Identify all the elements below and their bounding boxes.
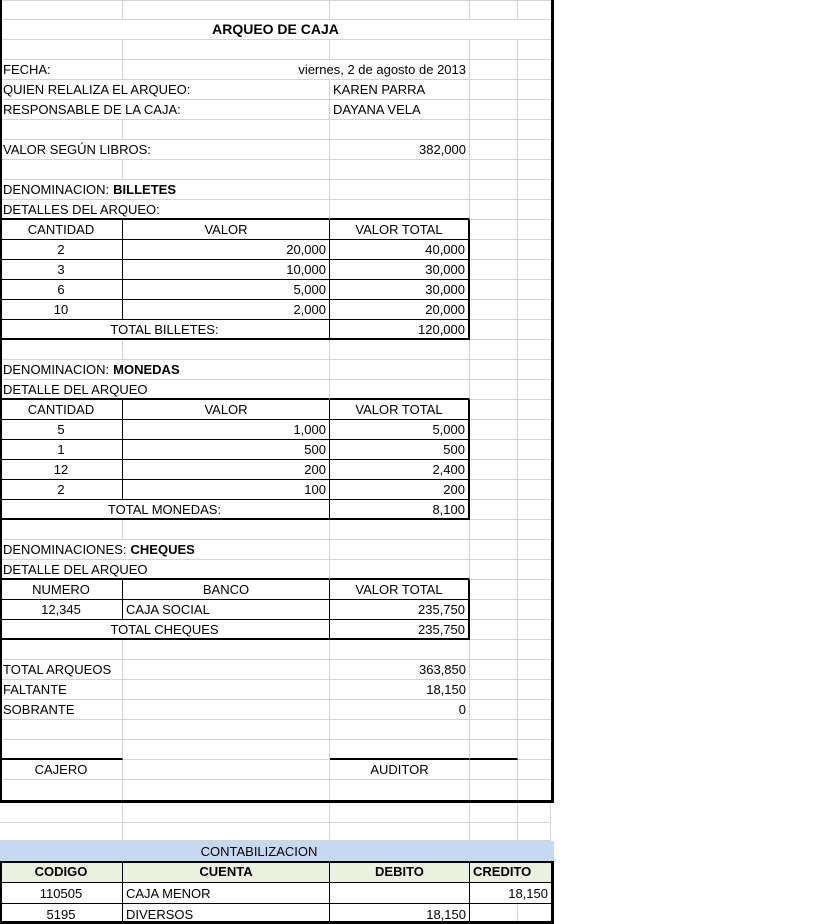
empty-cell <box>330 120 470 140</box>
empty-cell <box>518 360 551 380</box>
total-arqueos-value: 363,850 <box>330 660 470 680</box>
empty-cell <box>123 780 330 800</box>
cantidad-value: 3 <box>0 260 123 280</box>
empty-cell <box>123 700 330 720</box>
empty-cell <box>518 400 551 420</box>
empty-cell <box>518 780 551 800</box>
empty-cell <box>123 660 330 680</box>
empty-cell <box>470 380 518 400</box>
billetes-section-row <box>0 180 551 200</box>
empty-cell <box>470 620 518 640</box>
empty-cell <box>0 120 123 140</box>
empty-cell <box>518 60 551 80</box>
valor-value: 10,000 <box>123 260 330 280</box>
denominacion-label: DENOMINACION: <box>3 182 110 197</box>
empty-cell <box>518 340 551 360</box>
valor-total-value: 5,000 <box>330 420 470 440</box>
empty-cell <box>470 180 518 200</box>
total-arqueos-label: TOTAL ARQUEOS <box>0 660 123 680</box>
responsable-row <box>0 100 551 120</box>
empty-cell <box>518 460 551 480</box>
cheques-total-label: TOTAL CHEQUES <box>0 620 330 640</box>
contab-border-right <box>551 861 554 924</box>
title-row <box>0 20 551 40</box>
empty-cell <box>518 120 551 140</box>
empty-cell <box>518 803 551 823</box>
empty-cell <box>330 360 470 380</box>
fecha-row <box>0 60 551 80</box>
empty-cell <box>470 340 518 360</box>
codigo-value: 5195 <box>0 904 123 924</box>
empty-cell <box>0 823 123 841</box>
denominacion-name: BILLETES <box>113 182 177 197</box>
empty-cell <box>518 720 551 740</box>
cheques-total-value: 235,750 <box>330 620 470 640</box>
signature-line-row <box>0 740 551 760</box>
empty-cell <box>470 640 518 660</box>
sobrante-value: 0 <box>330 700 470 720</box>
empty-cell <box>123 680 330 700</box>
denominacion-label: DENOMINACION: <box>3 362 110 377</box>
empty-cell <box>0 520 123 540</box>
cheques-total-row <box>0 620 551 640</box>
billetes-header-row <box>0 220 551 240</box>
billetes-data-row <box>0 300 551 320</box>
cantidad-value: 1 <box>0 440 123 460</box>
faltante-row <box>0 680 551 700</box>
header-cantidad: CANTIDAD <box>0 400 123 420</box>
empty-cell <box>470 140 518 160</box>
empty-cell <box>0 780 123 800</box>
billetes-data-row <box>0 280 551 300</box>
monedas-section-row <box>0 360 551 380</box>
empty-cell <box>518 540 551 560</box>
empty-cell <box>330 520 470 540</box>
header-valor-total: VALOR TOTAL <box>330 400 470 420</box>
codigo-value: 110505 <box>0 883 123 904</box>
empty-cell <box>518 0 551 20</box>
empty-cell <box>518 500 551 520</box>
contabilizacion-data-row <box>0 883 551 904</box>
empty-row <box>0 823 551 841</box>
empty-cell <box>330 0 470 20</box>
debito-value <box>330 883 470 904</box>
box-border-right <box>551 0 554 803</box>
empty-cell <box>518 260 551 280</box>
empty-cell <box>518 760 551 780</box>
empty-cell <box>123 160 330 180</box>
empty-cell <box>0 640 123 660</box>
empty-row <box>0 780 551 800</box>
valor-value: 100 <box>123 480 330 500</box>
cuenta-value: DIVERSOS <box>123 904 330 924</box>
header-valor: VALOR <box>123 400 330 420</box>
empty-cell <box>470 680 518 700</box>
cheques-section-title <box>0 540 330 560</box>
header-cantidad: CANTIDAD <box>0 220 123 240</box>
empty-cell <box>123 120 330 140</box>
empty-cell <box>470 760 518 780</box>
valor-total-value: 500 <box>330 440 470 460</box>
box-border-left <box>0 0 2 803</box>
empty-cell <box>330 180 470 200</box>
empty-cell <box>330 560 470 580</box>
empty-cell <box>470 803 518 823</box>
fecha-label: FECHA: <box>0 60 123 80</box>
empty-row <box>0 803 551 823</box>
monedas-data-row <box>0 480 551 500</box>
credito-value: 18,150 <box>470 883 551 904</box>
empty-cell <box>518 823 551 841</box>
empty-cell <box>0 160 123 180</box>
empty-cell <box>518 740 551 760</box>
empty-cell <box>470 240 518 260</box>
header-cuenta: CUENTA <box>123 861 330 883</box>
empty-cell <box>123 823 330 841</box>
contab-border-top <box>0 861 554 863</box>
empty-cell <box>470 220 518 240</box>
cantidad-value: 2 <box>0 480 123 500</box>
empty-cell <box>470 720 518 740</box>
empty-cell <box>470 823 518 841</box>
empty-cell <box>518 320 551 340</box>
empty-cell <box>518 140 551 160</box>
libros-label: VALOR SEGÚN LIBROS: <box>0 140 330 160</box>
cantidad-value: 2 <box>0 240 123 260</box>
cantidad-value: 6 <box>0 280 123 300</box>
empty-row <box>0 720 551 740</box>
valor-total-value: 30,000 <box>330 280 470 300</box>
monedas-detail-label: DETALLE DEL ARQUEO <box>0 380 330 400</box>
empty-row <box>0 0 551 20</box>
empty-cell <box>470 500 518 520</box>
contabilizacion-header-row <box>0 861 551 883</box>
empty-cell <box>330 540 470 560</box>
header-valor-total: VALOR TOTAL <box>330 220 470 240</box>
empty-cell <box>470 60 518 80</box>
empty-cell <box>330 380 470 400</box>
empty-cell <box>470 300 518 320</box>
empty-cell <box>470 780 518 800</box>
empty-cell <box>123 803 330 823</box>
auditor-signature-line <box>330 740 470 760</box>
page-title: ARQUEO DE CAJA <box>0 20 551 40</box>
empty-cell <box>518 520 551 540</box>
monedas-section-title <box>0 360 330 380</box>
cheques-section-row <box>0 540 551 560</box>
valor-total-value: 200 <box>330 480 470 500</box>
realiza-value: KAREN PARRA <box>330 80 470 100</box>
empty-cell <box>518 80 551 100</box>
empty-row <box>0 640 551 660</box>
empty-cell <box>470 0 518 20</box>
empty-cell <box>123 640 330 660</box>
header-banco: BANCO <box>123 580 330 600</box>
monedas-data-row <box>0 420 551 440</box>
empty-cell <box>518 240 551 260</box>
billetes-total-label: TOTAL BILLETES: <box>0 320 330 340</box>
monedas-total-row <box>0 500 551 520</box>
numero-value: 12,345 <box>0 600 123 620</box>
empty-row <box>0 340 551 360</box>
empty-cell <box>123 760 330 780</box>
total-arqueos-row <box>0 660 551 680</box>
contabilizacion-title: CONTABILIZACION <box>200 843 318 859</box>
empty-cell <box>330 160 470 180</box>
empty-cell <box>518 200 551 220</box>
faltante-value: 18,150 <box>330 680 470 700</box>
banco-value: CAJA SOCIAL <box>123 600 330 620</box>
empty-cell <box>470 100 518 120</box>
empty-cell <box>518 620 551 640</box>
debito-value: 18,150 <box>330 904 470 924</box>
empty-cell <box>470 660 518 680</box>
empty-cell <box>470 480 518 500</box>
empty-cell <box>470 520 518 540</box>
empty-cell <box>470 440 518 460</box>
empty-cell <box>518 480 551 500</box>
valor-value: 1,000 <box>123 420 330 440</box>
empty-cell <box>330 803 470 823</box>
contab-border-left <box>0 861 2 924</box>
empty-cell <box>123 40 330 60</box>
empty-row <box>0 40 551 60</box>
empty-cell <box>123 740 330 760</box>
valor-value: 20,000 <box>123 240 330 260</box>
valor-total-value: 40,000 <box>330 240 470 260</box>
realiza-row <box>0 80 551 100</box>
sobrante-label: SOBRANTE <box>0 700 123 720</box>
realiza-label: QUIEN RELALIZA EL ARQUEO: <box>0 80 330 100</box>
sobrante-row <box>0 700 551 720</box>
empty-cell <box>518 580 551 600</box>
header-valor: VALOR <box>123 220 330 240</box>
denominacion-name: CHEQUES <box>130 542 195 557</box>
cantidad-value: 12 <box>0 460 123 480</box>
empty-cell <box>470 160 518 180</box>
faltante-label: FALTANTE <box>0 680 123 700</box>
empty-cell <box>470 260 518 280</box>
empty-cell <box>470 700 518 720</box>
empty-cell <box>330 823 470 841</box>
empty-row <box>0 520 551 540</box>
auditor-label: AUDITOR <box>330 760 470 780</box>
header-debito: DEBITO <box>330 861 470 883</box>
empty-cell <box>470 420 518 440</box>
header-codigo: CODIGO <box>0 861 123 883</box>
header-numero: NUMERO <box>0 580 123 600</box>
empty-cell <box>518 600 551 620</box>
denominacion-name: MONEDAS <box>113 362 180 377</box>
billetes-total-value: 120,000 <box>330 320 470 340</box>
empty-cell <box>0 803 123 823</box>
denominacion-label: DENOMINACIONES: <box>3 542 127 557</box>
contabilizacion-title-row <box>0 841 554 861</box>
billetes-data-row <box>0 240 551 260</box>
cheques-data-row <box>0 600 551 620</box>
cheques-header-row <box>0 580 551 600</box>
empty-cell <box>470 360 518 380</box>
empty-cell <box>518 380 551 400</box>
empty-cell <box>518 560 551 580</box>
empty-cell <box>518 300 551 320</box>
cuenta-value: CAJA MENOR <box>123 883 330 904</box>
empty-cell <box>330 720 470 740</box>
empty-cell <box>470 460 518 480</box>
empty-cell <box>0 40 123 60</box>
libros-row <box>0 140 551 160</box>
empty-cell <box>470 560 518 580</box>
empty-cell <box>123 520 330 540</box>
libros-value: 382,000 <box>330 140 470 160</box>
valor-value: 500 <box>123 440 330 460</box>
cajero-label: CAJERO <box>0 760 123 780</box>
empty-cell <box>330 780 470 800</box>
monedas-data-row <box>0 460 551 480</box>
empty-cell <box>518 680 551 700</box>
empty-cell <box>518 220 551 240</box>
auditor-signature-line <box>470 740 518 760</box>
empty-cell <box>470 200 518 220</box>
valor-value: 2,000 <box>123 300 330 320</box>
empty-cell <box>518 100 551 120</box>
grid-ghost-line <box>517 905 518 921</box>
billetes-data-row <box>0 260 551 280</box>
empty-cell <box>470 120 518 140</box>
empty-cell <box>518 420 551 440</box>
empty-cell <box>518 660 551 680</box>
empty-cell <box>518 280 551 300</box>
empty-cell <box>470 600 518 620</box>
empty-cell <box>518 160 551 180</box>
valor-total-value: 235,750 <box>330 600 470 620</box>
empty-cell <box>518 180 551 200</box>
billetes-section-title <box>0 180 330 200</box>
empty-cell <box>470 280 518 300</box>
empty-cell <box>0 0 123 20</box>
header-valor-total: VALOR TOTAL <box>330 580 470 600</box>
cantidad-value: 10 <box>0 300 123 320</box>
empty-cell <box>330 340 470 360</box>
empty-cell <box>470 400 518 420</box>
cajero-signature-line <box>0 740 123 760</box>
empty-cell <box>330 200 470 220</box>
monedas-data-row <box>0 440 551 460</box>
empty-cell <box>470 580 518 600</box>
billetes-detail-row <box>0 200 551 220</box>
empty-cell <box>330 640 470 660</box>
empty-cell <box>0 720 123 740</box>
monedas-header-row <box>0 400 551 420</box>
empty-cell <box>470 320 518 340</box>
monedas-detail-row <box>0 380 551 400</box>
empty-cell <box>470 80 518 100</box>
empty-cell <box>518 440 551 460</box>
cantidad-value: 5 <box>0 420 123 440</box>
signature-labels-row <box>0 760 551 780</box>
fecha-value: viernes, 2 de agosto de 2013 <box>123 60 470 80</box>
empty-cell <box>518 640 551 660</box>
header-credito: CREDITO <box>470 861 551 883</box>
valor-value: 200 <box>123 460 330 480</box>
empty-cell <box>470 540 518 560</box>
responsable-value: DAYANA VELA <box>330 100 470 120</box>
cheques-detail-row <box>0 560 551 580</box>
empty-cell <box>0 340 123 360</box>
cheques-detail-label: DETALLE DEL ARQUEO <box>0 560 330 580</box>
empty-cell <box>518 40 551 60</box>
valor-total-value: 30,000 <box>330 260 470 280</box>
empty-cell <box>330 40 470 60</box>
responsable-label: RESPONSABLE DE LA CAJA: <box>0 100 330 120</box>
valor-total-value: 20,000 <box>330 300 470 320</box>
billetes-total-row <box>0 320 551 340</box>
empty-cell <box>123 0 330 20</box>
empty-cell <box>470 40 518 60</box>
empty-row <box>0 120 551 140</box>
monedas-total-label: TOTAL MONEDAS: <box>0 500 330 520</box>
billetes-detail-label: DETALLES DEL ARQUEO: <box>0 200 330 220</box>
empty-cell <box>123 720 330 740</box>
valor-value: 5,000 <box>123 280 330 300</box>
monedas-total-value: 8,100 <box>330 500 470 520</box>
valor-total-value: 2,400 <box>330 460 470 480</box>
empty-row <box>0 160 551 180</box>
empty-cell <box>518 700 551 720</box>
empty-cell <box>123 340 330 360</box>
